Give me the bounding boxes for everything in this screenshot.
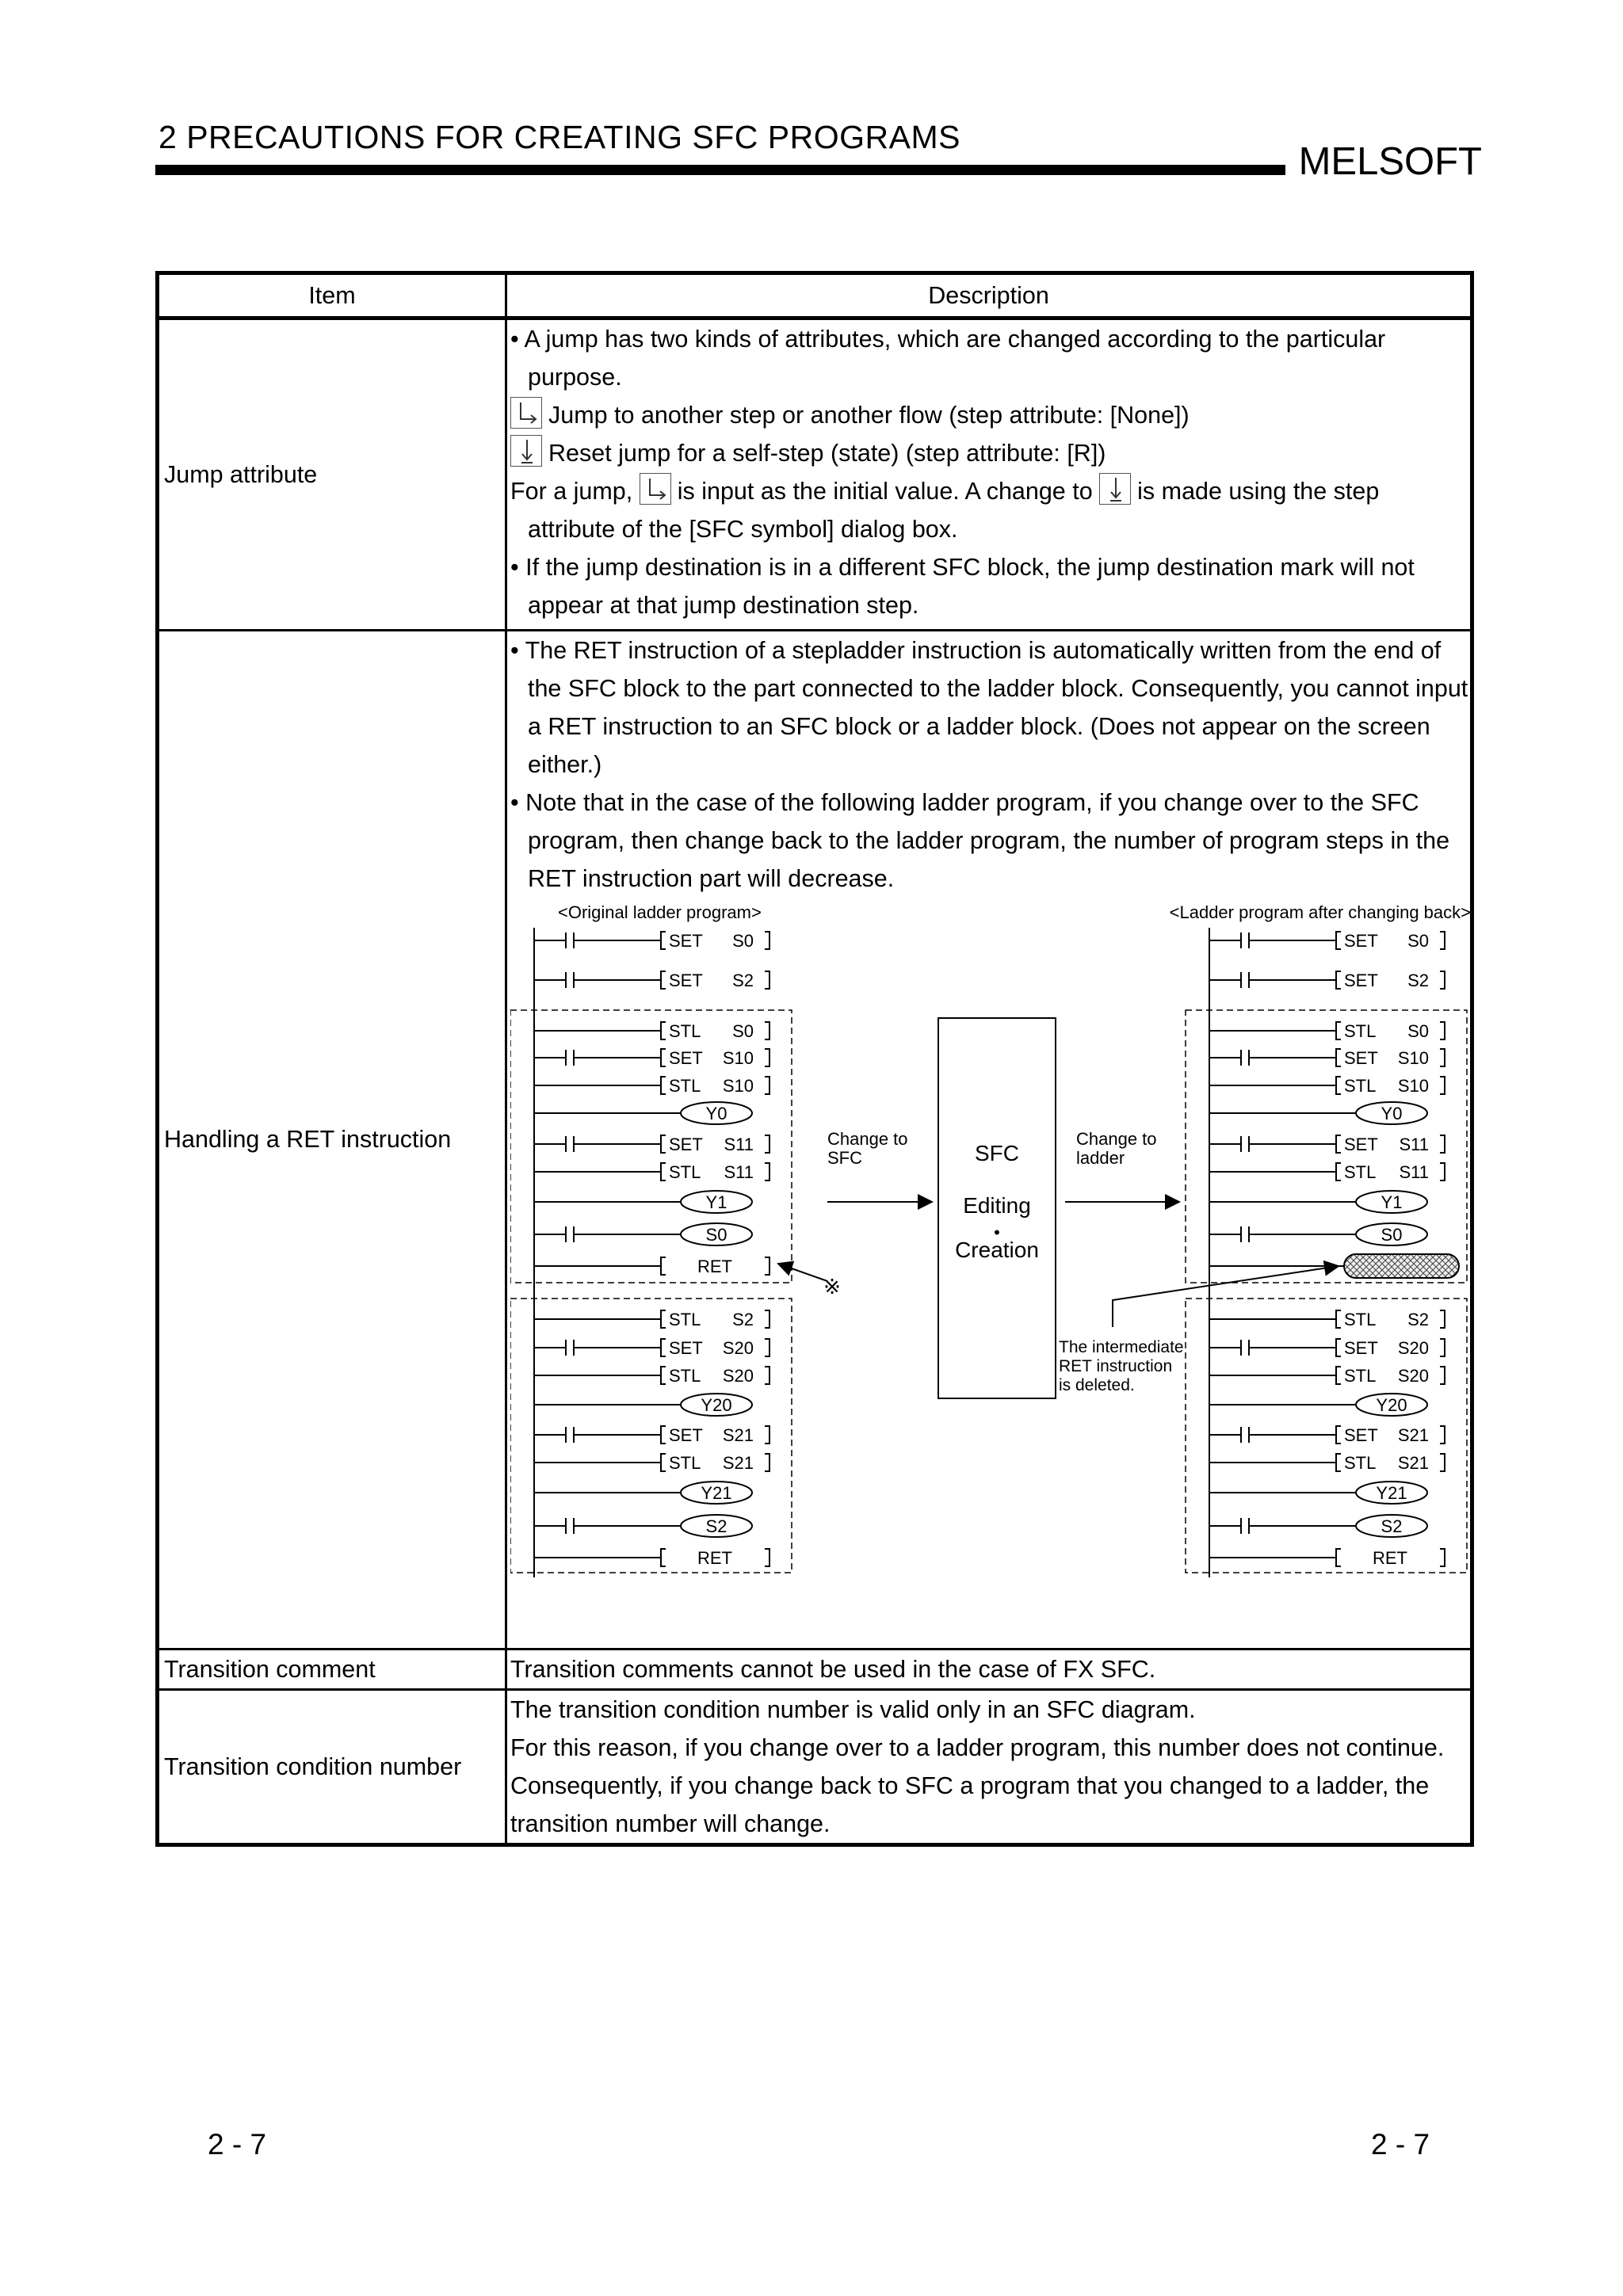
right-bracket-open — [1336, 1339, 1341, 1356]
left-coil-label: Y0 — [705, 1104, 727, 1123]
right-instruction-arg: S21 — [1397, 1453, 1429, 1473]
right-instruction-arg: S20 — [1397, 1366, 1429, 1386]
row-desc-ret-instruction — [506, 631, 1472, 1650]
right-instruction-op: SET — [1344, 1425, 1378, 1445]
right-bracket-close — [1440, 1135, 1445, 1153]
left-bracket-open — [661, 1367, 666, 1384]
left-bracket-open — [661, 971, 666, 989]
row-item-transition-number: Transition condition number — [158, 1690, 506, 1845]
left-bracket-open — [661, 1163, 666, 1180]
left-instruction-op: STL — [669, 1453, 701, 1473]
desc-line: transition number will change. — [510, 1810, 831, 1837]
right-instruction-arg: S10 — [1397, 1076, 1429, 1096]
chapter-title: 2 PRECAUTIONS FOR CREATING SFC PROGRAMS — [158, 119, 960, 155]
right-instruction-arg: S20 — [1397, 1338, 1429, 1358]
row-desc-jump-attribute — [506, 318, 1472, 631]
right-bracket-close — [1440, 1339, 1445, 1356]
left-instruction-ret: RET — [697, 1257, 732, 1276]
right-bracket-open — [1336, 971, 1341, 989]
right-instruction-op: SET — [1344, 1048, 1378, 1068]
right-instruction-arg: S2 — [1407, 971, 1429, 990]
desc-line: For this reason, if you change over to a ladder program, this number does not continue. — [510, 1734, 1445, 1761]
left-instruction-op: SET — [669, 1048, 703, 1068]
left-coil-label: Y20 — [701, 1395, 732, 1415]
right-bracket-close — [1440, 1310, 1445, 1328]
left-instruction-op: SET — [669, 931, 703, 951]
desc-line: Consequently, if you change back to SFC a program that you changed to a ladder, the — [510, 1772, 1430, 1799]
left-instruction-arg: S10 — [722, 1048, 754, 1068]
right-bracket-close — [1440, 971, 1445, 989]
row-item-transition-comment: Transition comment — [158, 1650, 506, 1690]
desc-text: For a jump, — [510, 478, 633, 505]
ladder-diagram-svg — [510, 899, 1474, 1644]
right-bracket-open — [1336, 1049, 1341, 1066]
left-bracket-open — [661, 1426, 666, 1444]
right-instruction-arg: S0 — [1407, 931, 1429, 951]
left-bracket-open — [661, 1022, 666, 1039]
row-desc-transition-comment — [506, 1650, 1472, 1690]
right-instruction-op: STL — [1344, 1021, 1377, 1041]
jump-arrow-icon — [510, 397, 542, 429]
left-bracket-close — [765, 1310, 769, 1328]
desc-line: a RET instruction to an SFC block or a ladder block. (Does not appear on the screen — [528, 713, 1430, 740]
column-header-description: Description — [506, 273, 1472, 318]
left-bracket-open — [661, 1257, 666, 1275]
right-bracket-open — [1336, 1077, 1341, 1094]
left-instruction-arg: S2 — [732, 1310, 754, 1329]
left-instruction-arg: S10 — [722, 1076, 754, 1096]
right-bracket-open — [1336, 1022, 1341, 1039]
row-item-ret-instruction: Handling a RET instruction — [158, 631, 506, 1650]
deleted-ret-note: is deleted. — [1059, 1376, 1135, 1394]
right-instruction-op: STL — [1344, 1076, 1377, 1096]
left-bracket-close — [765, 1257, 769, 1275]
right-bracket-open — [1336, 1426, 1341, 1444]
left-instruction-op: STL — [669, 1162, 701, 1182]
left-bracket-close — [765, 1426, 769, 1444]
right-bracket-open — [1336, 1454, 1341, 1471]
left-bracket-open — [661, 1339, 666, 1356]
left-coil-label: Y21 — [701, 1483, 732, 1503]
right-instruction-op: SET — [1344, 1338, 1378, 1358]
desc-line: the SFC block to the part connected to the ladder block. Consequently, you cannot input — [528, 675, 1468, 702]
desc-line: The transition condition number is valid only in an SFC diagram. — [510, 1696, 1196, 1723]
left-instruction-arg: S0 — [732, 931, 754, 951]
left-instruction-ret: RET — [697, 1548, 732, 1568]
left-instruction-op: STL — [669, 1366, 701, 1386]
right-bracket-close — [1440, 1077, 1445, 1094]
right-bracket-open — [1336, 1367, 1341, 1384]
desc-line: purpose. — [528, 364, 622, 391]
right-instruction-op: STL — [1344, 1310, 1377, 1329]
left-instruction-op: SET — [669, 1135, 703, 1154]
right-instruction-arg: S10 — [1397, 1048, 1429, 1068]
right-instruction-op: STL — [1344, 1453, 1377, 1473]
change-to-sfc-label: Change to — [827, 1129, 908, 1149]
right-bracket-close — [1440, 932, 1445, 949]
deleted-ret-note: RET instruction — [1059, 1357, 1173, 1375]
left-instruction-op: SET — [669, 1338, 703, 1358]
right-instruction-arg: S11 — [1399, 1162, 1429, 1182]
right-bracket-close — [1440, 1163, 1445, 1180]
right-bracket-close — [1440, 1426, 1445, 1444]
table-row — [158, 1650, 1472, 1690]
left-bracket-close — [765, 1549, 769, 1566]
desc-text: Jump to another step or another flow (step attribute: [None]) — [548, 402, 1190, 429]
jump-initial-value-line — [510, 472, 1470, 510]
left-bracket-close — [765, 971, 769, 989]
left-bracket-open — [661, 1049, 666, 1066]
left-coil-label: S0 — [705, 1225, 727, 1245]
deleted-ret-marker — [1344, 1254, 1459, 1278]
left-bracket-close — [765, 1049, 769, 1066]
desc-line: • The RET instruction of a stepladder instruction is automatically written from the end of — [510, 637, 1442, 664]
desc-text: is made using the step — [1137, 478, 1380, 505]
change-to-ladder-label: ladder — [1076, 1148, 1125, 1168]
change-to-ladder-label: Change to — [1076, 1129, 1157, 1149]
right-bracket-open — [1336, 1163, 1341, 1180]
row-item-jump-attribute: Jump attribute — [158, 318, 506, 631]
left-bracket-close — [765, 932, 769, 949]
right-instruction-arg: S2 — [1407, 1310, 1429, 1329]
left-bracket-open — [661, 1077, 666, 1094]
left-coil-label: Y1 — [705, 1192, 727, 1212]
change-to-sfc-label: SFC — [827, 1148, 862, 1168]
desc-line: • Note that in the case of the following ladder program, if you change over to the SFC — [510, 789, 1419, 816]
desc-line: • A jump has two kinds of attributes, which are changed according to the particular — [510, 326, 1386, 353]
left-instruction-arg: S21 — [722, 1425, 754, 1445]
ret-conversion-diagram — [510, 899, 1474, 1644]
desc-line: attribute of the [SFC symbol] dialog box. — [528, 516, 958, 543]
desc-line: program, then change back to the ladder program, the number of program steps in the — [528, 827, 1450, 854]
right-instruction-arg: S11 — [1399, 1135, 1429, 1154]
right-bracket-close — [1440, 1367, 1445, 1384]
reference-mark: ※ — [823, 1275, 841, 1299]
left-bracket-close — [765, 1022, 769, 1039]
desc-line: either.) — [528, 751, 602, 778]
desc-text: Reset jump for a self-step (state) (step attribute: [R]) — [548, 440, 1106, 467]
sfc-box-label: Creation — [955, 1238, 1039, 1262]
left-instruction-op: STL — [669, 1310, 701, 1329]
right-coil-label: Y0 — [1381, 1104, 1403, 1123]
desc-line: Transition comments cannot be used in the case of FX SFC. — [510, 1656, 1156, 1683]
header-rule — [155, 165, 1285, 175]
right-instruction-op: SET — [1344, 931, 1378, 951]
column-header-item: Item — [158, 273, 506, 318]
left-bracket-open — [661, 1454, 666, 1471]
left-instruction-arg: S11 — [724, 1135, 754, 1154]
deleted-ret-note: The intermediate — [1059, 1338, 1184, 1356]
left-instruction-op: STL — [669, 1076, 701, 1096]
reset-jump-arrow-icon — [510, 435, 542, 467]
right-instruction-arg: S0 — [1407, 1021, 1429, 1041]
right-instruction-op: SET — [1344, 971, 1378, 990]
left-bracket-close — [765, 1077, 769, 1094]
deleted-ret-pointer — [1113, 1266, 1338, 1327]
right-instruction-arg: S21 — [1397, 1425, 1429, 1445]
right-bracket-open — [1336, 1310, 1341, 1328]
right-bracket-open — [1336, 932, 1341, 949]
right-instruction-ret: RET — [1373, 1548, 1407, 1568]
right-bracket-close — [1440, 1549, 1445, 1566]
right-bracket-open — [1336, 1549, 1341, 1566]
left-instruction-op: SET — [669, 1425, 703, 1445]
right-coil-label: Y20 — [1376, 1395, 1407, 1415]
left-bracket-open — [661, 1135, 666, 1153]
left-instruction-arg: S2 — [732, 971, 754, 990]
left-bracket-close — [765, 1135, 769, 1153]
page-number-left: 2 - 7 — [208, 2128, 267, 2161]
left-bracket-close — [765, 1163, 769, 1180]
left-instruction-arg: S21 — [722, 1453, 754, 1473]
reference-arrow — [778, 1264, 827, 1281]
right-bracket-close — [1440, 1049, 1445, 1066]
sfc-box-label: • — [994, 1222, 1000, 1242]
desc-line: appear at that jump destination step. — [528, 592, 919, 619]
table-row — [158, 318, 1472, 631]
left-bracket-open — [661, 932, 666, 949]
jump-none-line — [510, 396, 1470, 434]
right-instruction-op: STL — [1344, 1366, 1377, 1386]
left-instruction-arg: S11 — [724, 1162, 754, 1182]
jump-reset-line — [510, 434, 1470, 472]
sfc-box-label: SFC — [975, 1141, 1019, 1165]
precautions-table — [155, 271, 1474, 1847]
right-coil-label: Y21 — [1376, 1483, 1407, 1503]
page-number-right: 2 - 7 — [1371, 2128, 1430, 2161]
reset-jump-arrow-icon — [1099, 473, 1131, 505]
brand-logo-text: MELSOFT — [1298, 140, 1482, 183]
left-instruction-op: SET — [669, 971, 703, 990]
right-bracket-open — [1336, 1135, 1341, 1153]
left-instruction-op: STL — [669, 1021, 701, 1041]
right-diagram-title: <Ladder program after changing back> — [1169, 902, 1471, 922]
right-coil-label: S2 — [1381, 1516, 1403, 1536]
right-bracket-close — [1440, 1454, 1445, 1471]
left-bracket-close — [765, 1367, 769, 1384]
row-desc-transition-number — [506, 1690, 1472, 1845]
right-coil-label: Y1 — [1381, 1192, 1403, 1212]
left-bracket-open — [661, 1310, 666, 1328]
left-instruction-arg: S20 — [722, 1338, 754, 1358]
sfc-box-label: Editing — [963, 1193, 1031, 1218]
table-header-row — [158, 273, 1472, 318]
right-bracket-close — [1440, 1022, 1445, 1039]
table-row — [158, 631, 1472, 1650]
left-diagram-title: <Original ladder program> — [558, 902, 762, 922]
left-coil-label: S2 — [705, 1516, 727, 1536]
left-bracket-open — [661, 1549, 666, 1566]
left-instruction-arg: S20 — [722, 1366, 754, 1386]
right-coil-label: S0 — [1381, 1225, 1403, 1245]
left-bracket-close — [765, 1454, 769, 1471]
left-bracket-close — [765, 1339, 769, 1356]
table-row — [158, 1690, 1472, 1845]
right-instruction-op: STL — [1344, 1162, 1377, 1182]
desc-line: • If the jump destination is in a different SFC block, the jump destination mark will not — [510, 554, 1415, 581]
right-instruction-op: SET — [1344, 1135, 1378, 1154]
desc-text: is input as the initial value. A change to — [677, 478, 1093, 505]
desc-line: RET instruction part will decrease. — [528, 865, 895, 892]
left-instruction-arg: S0 — [732, 1021, 754, 1041]
jump-arrow-icon — [640, 473, 671, 505]
